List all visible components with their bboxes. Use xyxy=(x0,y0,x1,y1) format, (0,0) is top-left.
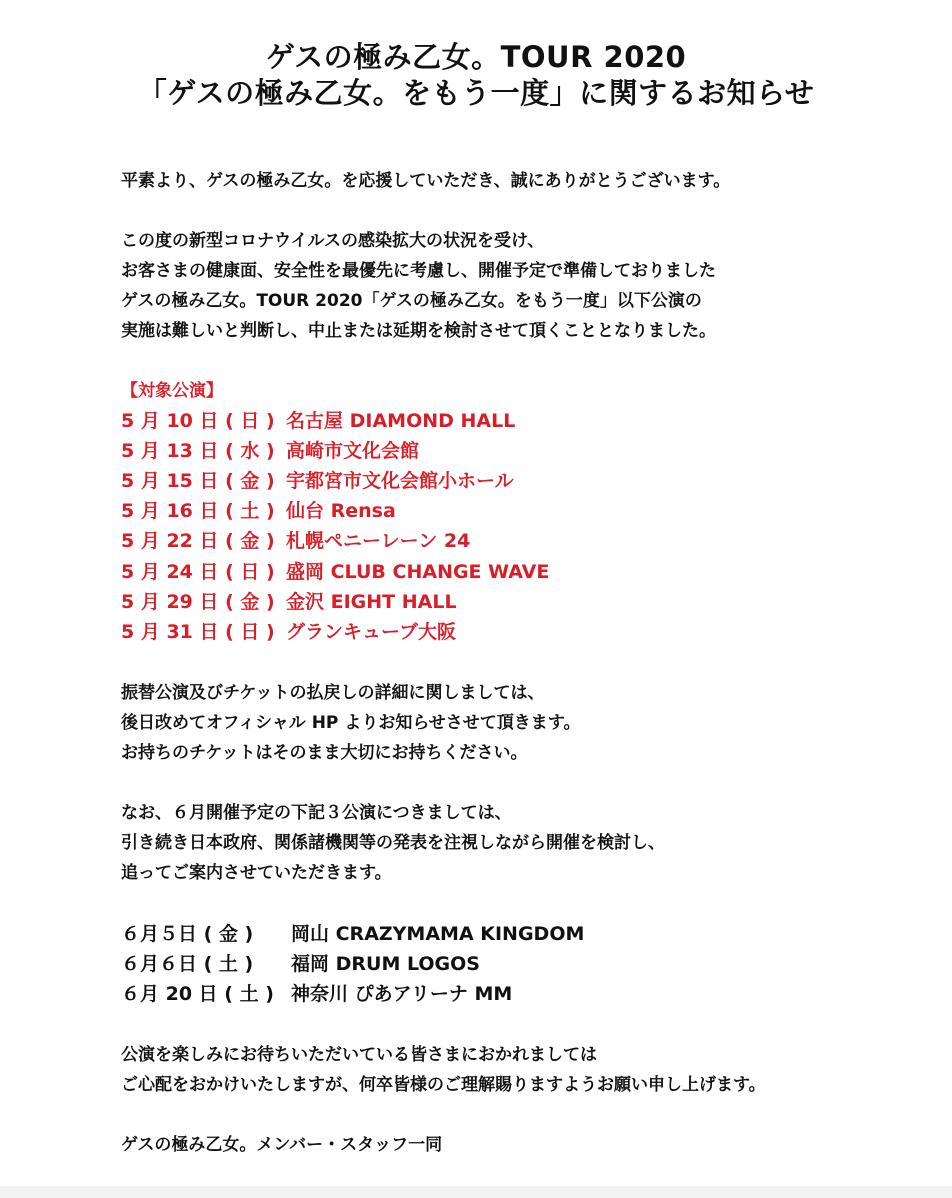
event-date: 5 月 13 日 ( 水 ) xyxy=(121,440,275,462)
event-date: ６月５日 ( 金 ) xyxy=(121,923,254,945)
event-venue: 盛岡 CLUB CHANGE WAVE xyxy=(286,561,550,583)
june-note-line-1: なお、６月開催予定の下記３公演につきましては、 xyxy=(121,803,512,823)
target-event-row xyxy=(121,617,456,647)
target-event-row xyxy=(121,587,457,617)
event-date: 5 月 24 日 ( 日 ) xyxy=(121,561,275,583)
event-venue: 岡山 CRAZYMAMA KINGDOM xyxy=(291,923,585,945)
target-event-row xyxy=(121,406,515,436)
refund-line-1: 振替公演及びチケットの払戻しの詳細に関しましては、 xyxy=(121,683,545,703)
target-event-row xyxy=(121,557,549,587)
event-date: ６月６日 ( 土 ) xyxy=(121,953,254,975)
june-event-row xyxy=(121,979,512,1009)
event-venue: 金沢 EIGHT HALL xyxy=(286,591,457,613)
refund-line-2: 後日改めてオフィシャル HP よりお知らせさせて頂きます。 xyxy=(121,713,581,733)
event-date: 5 月 16 日 ( 土 ) xyxy=(121,500,275,522)
intro-line-3: ゲスの極み乙女。TOUR 2020「ゲスの極み乙女。をもう一度」以下公演の xyxy=(121,291,702,311)
title-line-1: ゲスの極み乙女。TOUR 2020 xyxy=(265,40,687,74)
event-venue: 札幌ペニーレーン 24 xyxy=(286,530,471,552)
event-venue: 名古屋 DIAMOND HALL xyxy=(286,410,516,432)
event-date: 5 月 22 日 ( 金 ) xyxy=(121,530,275,552)
target-event-row xyxy=(121,526,470,556)
intro-line-4: 実施は難しいと判断し、中止または延期を検討させて頂くこととなりました。 xyxy=(121,321,716,341)
june-note-line-2: 引き続き日本政府、関係諸機関等の発表を注視しながら開催を検討し、 xyxy=(121,833,665,853)
event-venue: 宇都宮市文化会館小ホール xyxy=(286,470,514,492)
intro-line-1: この度の新型コロナウイルスの感染拡大の状況を受け、 xyxy=(121,231,545,251)
event-date: ６月 20 日 ( 土 ) xyxy=(121,983,274,1005)
event-venue: グランキューブ大阪 xyxy=(286,621,457,643)
target-event-row xyxy=(121,496,396,526)
closing-line-1: 公演を楽しみにお待ちいただいている皆さまにおかれましては xyxy=(121,1045,597,1065)
event-venue: 仙台 Rensa xyxy=(286,500,396,522)
closing-line-2: ご心配をおかけいたしますが、何卒皆様のご理解賜りますようお願い申し上げます。 xyxy=(121,1075,766,1095)
intro-line-2: お客さまの健康面、安全性を最優先に考慮し、開催予定で準備しておりました xyxy=(121,261,716,281)
greeting-text: 平素より、ゲスの極み乙女。を応援していただき、誠にありがとうございます。 xyxy=(121,171,731,191)
event-date: 5 月 10 日 ( 日 ) xyxy=(121,410,275,432)
target-event-row xyxy=(121,436,419,466)
refund-line-3: お持ちのチケットはそのまま大切にお持ちください。 xyxy=(121,743,528,763)
title-line-2: 「ゲスの極み乙女。をもう一度」に関するお知らせ xyxy=(137,76,815,110)
target-event-row xyxy=(121,466,514,496)
june-note-line-3: 追ってご案内させていただきます。 xyxy=(121,863,392,883)
event-date: 5 月 31 日 ( 日 ) xyxy=(121,621,275,643)
target-heading: 【対象公演】 xyxy=(121,381,223,401)
bottom-edge-band xyxy=(0,1186,952,1198)
june-event-row xyxy=(121,919,584,949)
event-venue: 高崎市文化会館 xyxy=(286,440,420,462)
june-event-row xyxy=(121,949,480,979)
event-venue: 福岡 DRUM LOGOS xyxy=(291,953,480,975)
event-date: 5 月 15 日 ( 金 ) xyxy=(121,470,275,492)
event-date: 5 月 29 日 ( 金 ) xyxy=(121,591,275,613)
event-venue: 神奈川 ぴあアリーナ MM xyxy=(291,983,513,1005)
signature: ゲスの極み乙女。メンバー・スタッフ一同 xyxy=(121,1135,443,1155)
